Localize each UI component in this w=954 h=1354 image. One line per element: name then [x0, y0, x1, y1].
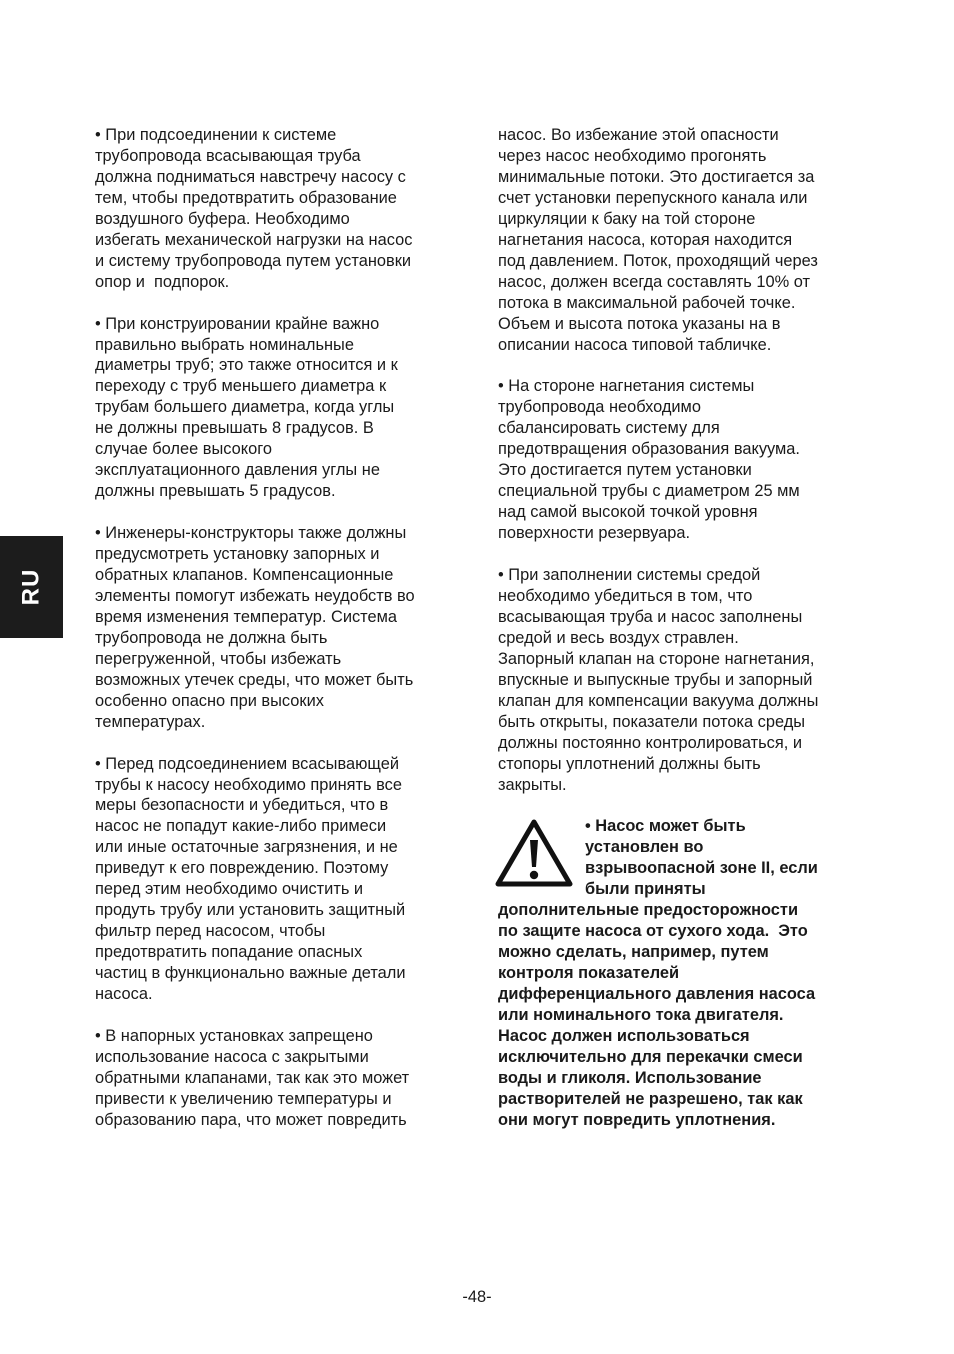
text-line: воды и гликоля. Использование [498, 1068, 762, 1087]
language-tab [0, 536, 63, 638]
text-line: предотвращения образования вакуума. [498, 440, 800, 459]
text-line: были приняты [585, 880, 706, 899]
text-line: • Перед подсоединением всасывающей [95, 754, 399, 773]
text-line: обратных клапанов. Компенсационные [95, 565, 394, 584]
paragraph-gap [498, 355, 870, 376]
warning-triangle-icon [494, 818, 574, 888]
text-line: случае более высокого [95, 440, 272, 459]
text-line: сбалансировать систему для [498, 419, 720, 438]
text-line: • В напорных установках запрещено [95, 1026, 373, 1045]
text-line: температурах. [95, 712, 206, 731]
text-line: потока в максимальной рабочей точке. [498, 293, 796, 312]
text-line: Это достигается путем установки [498, 461, 752, 480]
text-line: впускные и выпускные трубы и запорный [498, 670, 813, 689]
paragraph-minimum-flow [498, 125, 870, 355]
text-line: перед этим необходимо очистить и [95, 880, 364, 899]
paragraph-pressure-installations [95, 1026, 465, 1131]
text-line: • Инженеры-конструкторы также должны [95, 524, 407, 543]
text-line: частиц в функционально важные детали [95, 964, 406, 983]
paragraph-gap [95, 293, 465, 314]
text-line: Запорный клапан на стороне нагнетания, [498, 649, 815, 668]
warning-notice [498, 816, 870, 1130]
text-line: насоса. [95, 985, 153, 1004]
text-line: • Насос может быть [585, 817, 746, 836]
text-line: трубы к насосу необходимо принять все [95, 775, 402, 794]
text-line: перегруженной, чтобы избежать [95, 649, 342, 668]
text-line: • При заполнении системы средой [498, 565, 761, 584]
text-line: диаметры труб; это также относится и к [95, 356, 398, 375]
paragraph-suction-pipe [95, 125, 465, 293]
language-tab-label: RU [17, 568, 45, 606]
paragraph-valves [95, 523, 465, 733]
text-line: поверхности резервуара. [498, 524, 691, 543]
text-line: специальной трубы с диаметром 25 мм [498, 482, 800, 501]
text-line: над самой высокой точкой уровня [498, 503, 758, 522]
text-line: время изменения температур. Система [95, 607, 398, 626]
text-line: воздушного буфера. Необходимо [95, 209, 350, 228]
warning-text-full [498, 900, 870, 1130]
text-line: • На стороне нагнетания системы [498, 377, 755, 396]
text-line: правильно выбрать номинальные [95, 335, 354, 354]
left-column [95, 125, 465, 1131]
paragraph-gap [498, 795, 870, 816]
text-line: насос не попадут какие-либо примеси [95, 817, 387, 836]
text-line: всасывающая труба и насос заполнены [498, 607, 803, 626]
text-line: • При подсоединении к системе [95, 126, 337, 144]
text-line: они могут повредить уплотнения. [498, 1110, 776, 1129]
text-line: закрыты. [498, 775, 567, 794]
paragraph-gap [95, 502, 465, 523]
text-line: трубопровода необходимо [498, 398, 701, 417]
text-line: должны постоянно контролироваться, и [498, 733, 803, 752]
text-line: эксплуатационного давления углы не [95, 461, 380, 480]
text-line: или номинального тока двигателя. [498, 1005, 784, 1024]
text-line: особенно опасно при высоких [95, 691, 324, 710]
text-line: счет установки перепускного канала или [498, 188, 808, 207]
text-line: установлен во [585, 838, 704, 857]
page-number: -48- [462, 1288, 492, 1306]
text-line: необходимо убедиться в том, что [498, 586, 753, 605]
text-line: насос, должен всегда составлять 10% от [498, 272, 810, 291]
text-line: тем, чтобы предотвратить образование [95, 188, 397, 207]
text-line: клапан для компенсации вакуума должны [498, 691, 819, 710]
paragraph-filling [498, 565, 870, 795]
text-line: дифференциального давления насоса [498, 985, 816, 1004]
text-line: должна подниматься навстречу насосу с [95, 167, 406, 186]
text-line: по защите насоса от сухого хода. Это [498, 922, 808, 941]
text-line: должны превышать 5 градусов. [95, 482, 336, 501]
paragraph-gap [95, 733, 465, 754]
text-line: Насос должен использоваться [498, 1026, 750, 1045]
text-line: переходу с труб меньшего диаметра к [95, 377, 387, 396]
text-line: минимальные потоки. Это достигается за [498, 167, 815, 186]
paragraph-gap [95, 1005, 465, 1026]
text-line: контроля показателей [498, 964, 680, 983]
text-line: стопоры уплотнений должны быть [498, 754, 761, 773]
paragraph-pipe-diameters [95, 314, 465, 503]
text-line: приведут к его повреждению. Поэтому [95, 859, 389, 878]
right-column [498, 125, 870, 1131]
text-line: избегать механической нагрузки на насос [95, 230, 413, 249]
text-line: обратными клапанами, так как это может [95, 1068, 410, 1087]
text-line: предотвратить попадание опасных [95, 943, 363, 962]
paragraph-cleaning [95, 754, 465, 1005]
text-line: циркуляции к баку на той стороне [498, 209, 756, 228]
text-line: средой и весь воздух стравлен. [498, 628, 739, 647]
text-line: растворителей не разрешено, так как [498, 1089, 803, 1108]
text-line: элементы помогут избежать неудобств во [95, 586, 415, 605]
paragraph-gap [498, 544, 870, 565]
text-line: предусмотреть установку запорных и [95, 545, 380, 564]
text-line: привести к увеличению температуры и [95, 1089, 392, 1108]
text-line: можно сделать, например, путем [498, 943, 769, 962]
text-line: меры безопасности и убедиться, что в [95, 796, 389, 815]
text-line: образованию пара, что может повредить [95, 1110, 407, 1129]
text-line: • При конструировании крайне важно [95, 314, 380, 333]
text-line: описании насоса типовой табличке. [498, 335, 772, 354]
text-line: опор и подпорок. [95, 272, 230, 291]
text-line: трубам большего диаметра, когда углы [95, 398, 395, 417]
text-line: Объем и высота потока указаны на в [498, 314, 781, 333]
text-line: под давлением. Поток, проходящий через [498, 251, 818, 270]
text-line: или иные остаточные загрязнения, и не [95, 838, 398, 857]
text-line: и систему трубопровода путем установки [95, 251, 412, 270]
text-line: быть открыты, показатели потока среды [498, 712, 806, 731]
text-line: продуть трубу или установить защитный [95, 901, 406, 920]
text-line: взрывоопасной зоне II, если [585, 859, 818, 878]
text-line: нагнетания насоса, которая находится [498, 230, 793, 249]
text-line: насос. Во избежание этой опасности [498, 126, 779, 144]
text-line: не должны превышать 8 градусов. В [95, 419, 374, 438]
text-line: фильтр перед насосом, чтобы [95, 922, 326, 941]
paragraph-vacuum [498, 376, 870, 544]
text-line: исключительно для перекачки смеси [498, 1047, 803, 1066]
text-line: возможных утечек среды, что может быть [95, 670, 414, 689]
text-line: использование насоса с закрытыми [95, 1047, 369, 1066]
text-line: трубопровода всасывающая труба [95, 146, 361, 165]
text-line: дополнительные предосторожности [498, 901, 799, 920]
text-line: трубопровода не должна быть [95, 628, 328, 647]
text-line: через насос необходимо прогонять [498, 146, 767, 165]
